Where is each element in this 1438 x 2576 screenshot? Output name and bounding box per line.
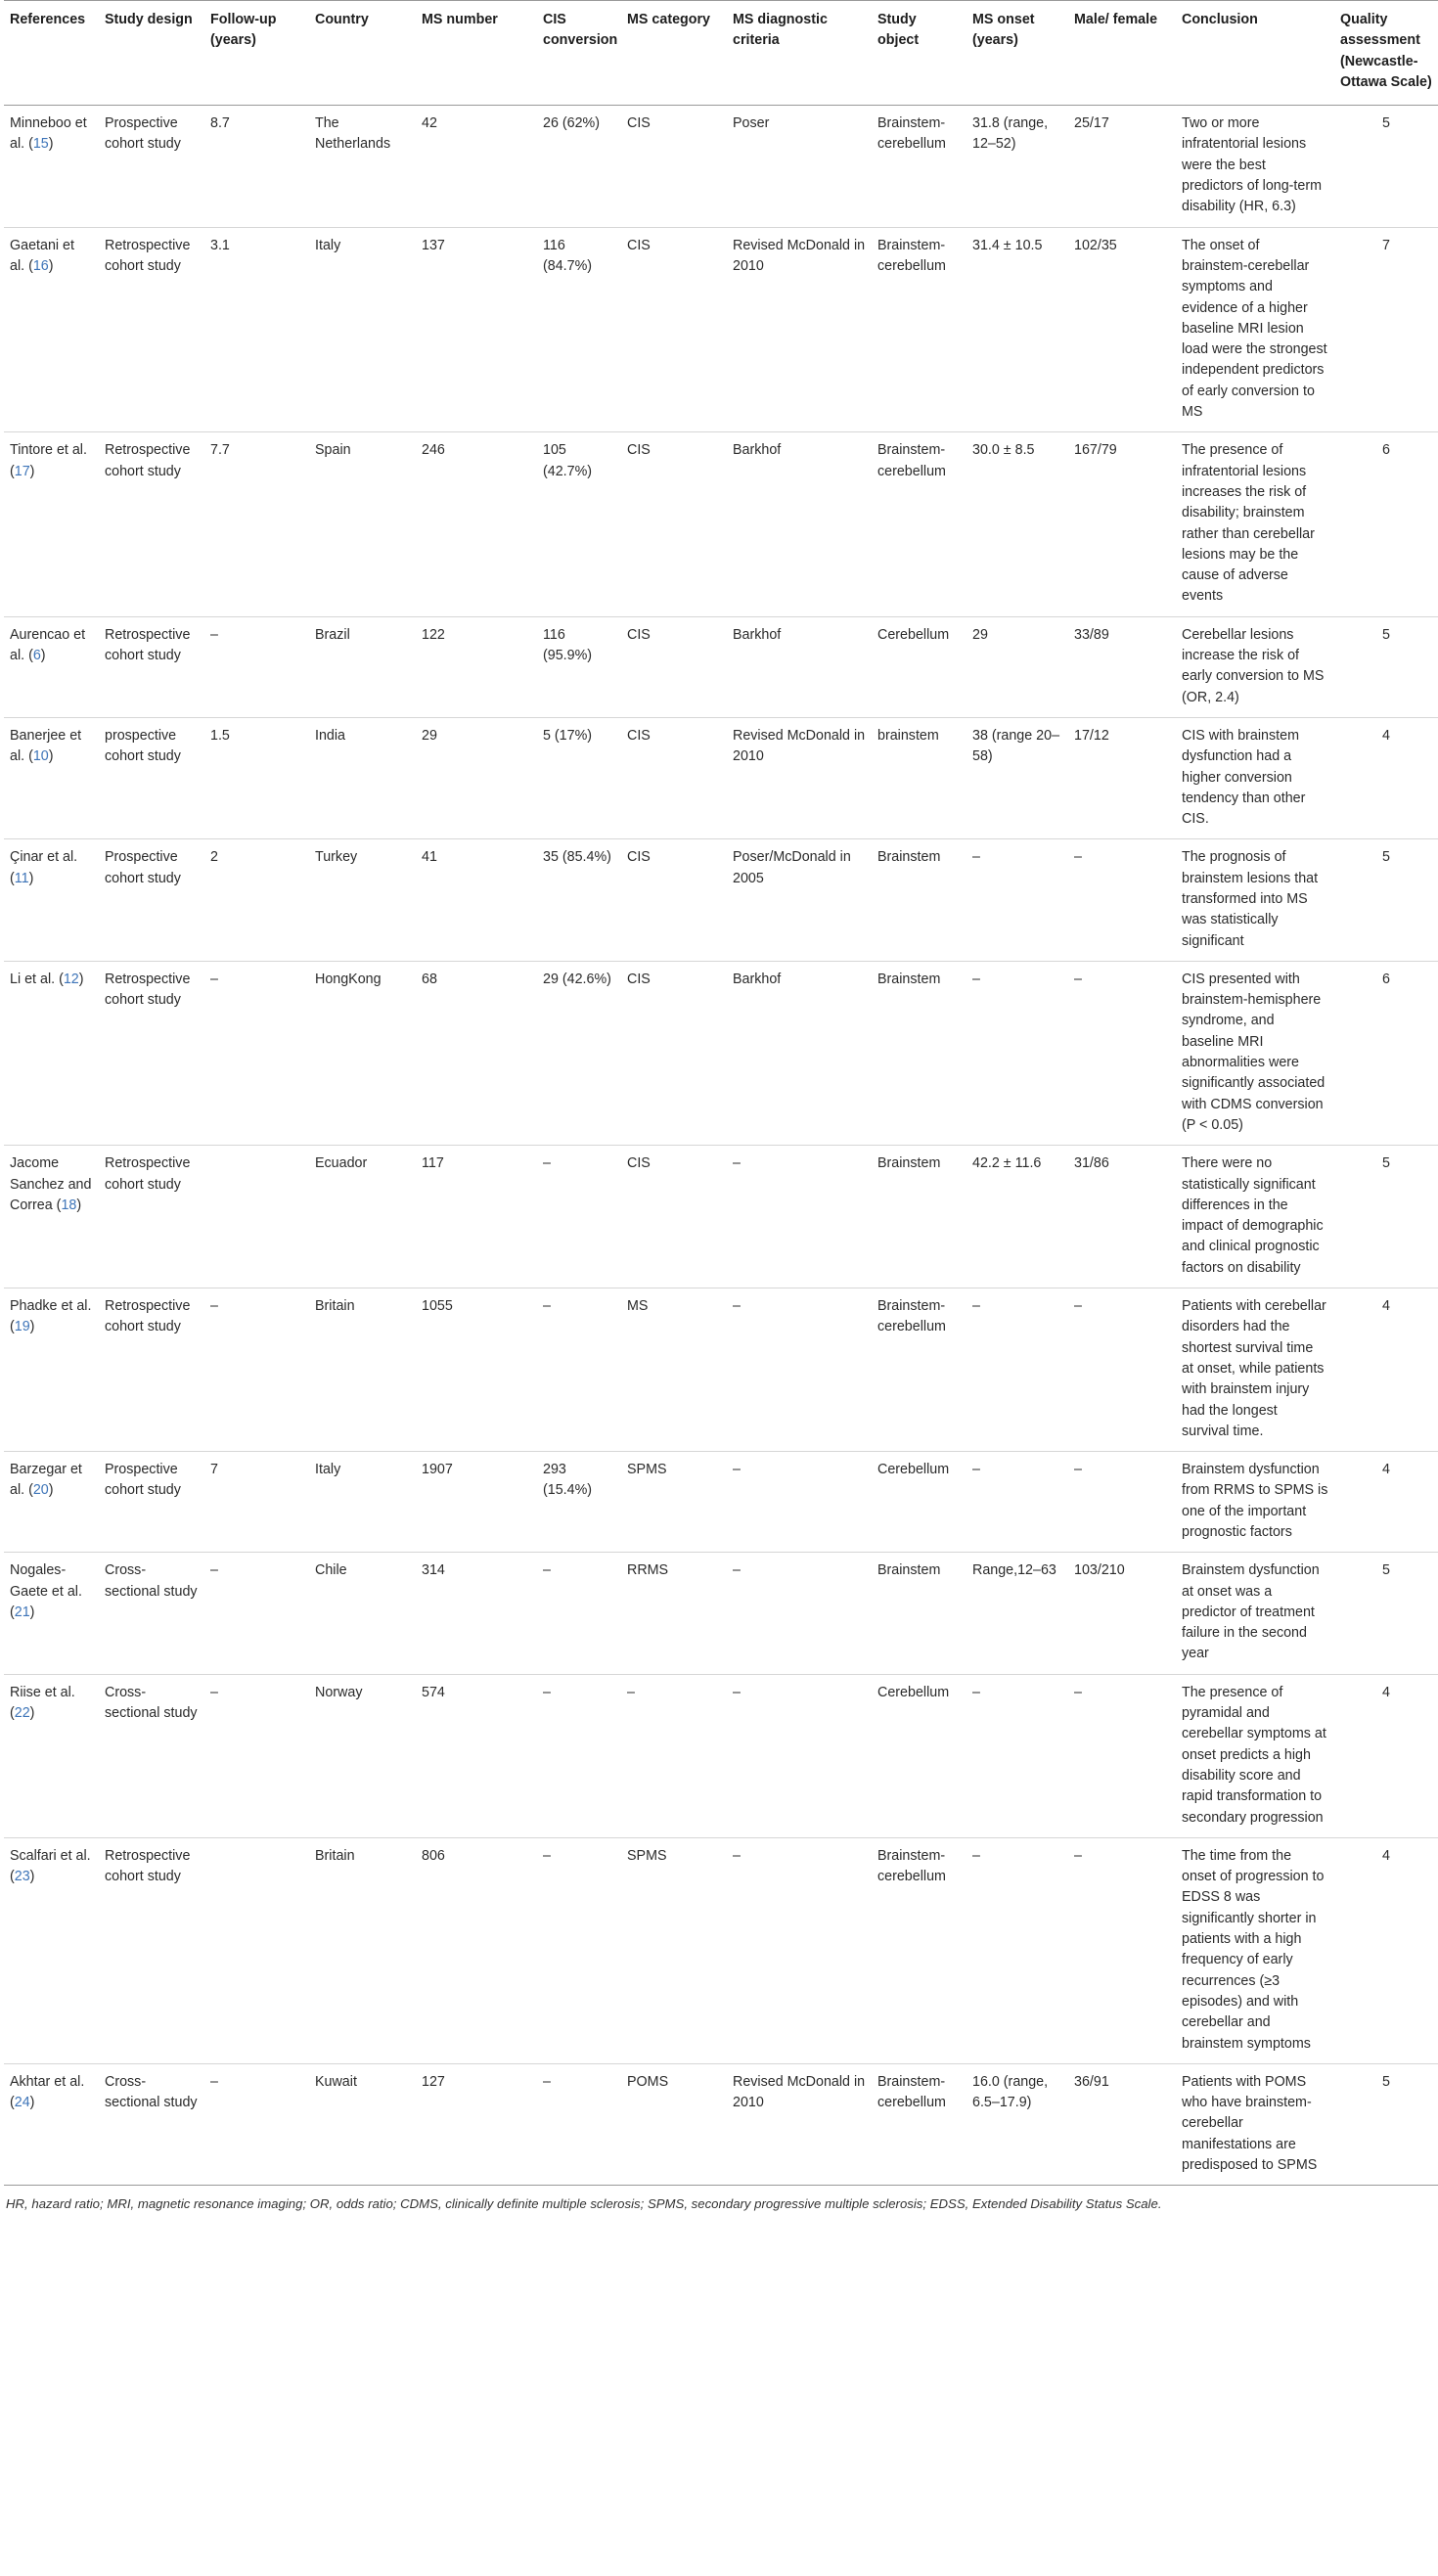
table-row — [4, 432, 1438, 616]
diagnostic-criteria-cell: – — [733, 1462, 741, 1478]
reference-author: Banerjee et al. ( — [10, 727, 82, 765]
study-design-cell: Prospective cohort study — [105, 115, 181, 153]
study-object-cell: Cerebellum — [877, 1462, 950, 1478]
ms-category-cell: CIS — [627, 1155, 651, 1172]
country-cell: Italy — [315, 1462, 341, 1478]
reference-cell — [4, 106, 99, 227]
reference-author: Minneboo et al. ( — [10, 115, 87, 153]
ms-category-cell: MS — [627, 1298, 649, 1315]
diagnostic-criteria-cell: – — [733, 1155, 741, 1172]
ms-onset-cell: – — [972, 1684, 980, 1700]
cis-conversion-cell: 105 (42.7%) — [543, 442, 593, 479]
study-design-cell: Cross-sectional study — [105, 2073, 198, 2111]
reference-cell — [4, 1288, 99, 1452]
study-design-cell: Retrospective cohort study — [105, 971, 191, 1009]
ms-number-cell: 574 — [422, 1684, 445, 1700]
ms-onset-cell: – — [972, 849, 980, 866]
column-header: References — [10, 12, 86, 27]
ms-number-cell: 137 — [422, 237, 445, 253]
reference-number-link[interactable]: 12 — [63, 971, 79, 987]
country-cell: Britain — [315, 1298, 355, 1315]
country-cell: Brazil — [315, 626, 350, 643]
ms-category-cell: CIS — [627, 727, 651, 744]
quality-assessment-cell: 5 — [1382, 115, 1390, 132]
cis-conversion-cell: 116 (84.7%) — [543, 237, 593, 274]
country-cell: Norway — [315, 1684, 363, 1700]
ms-number-cell: 68 — [422, 971, 437, 987]
follow-up-cell: 7 — [210, 1462, 218, 1478]
male-female-cell: 17/12 — [1074, 727, 1109, 744]
country-cell: Chile — [315, 1562, 347, 1579]
study-design-cell: Retrospective cohort study — [105, 1298, 191, 1335]
column-header: MS onset (years) — [972, 12, 1035, 49]
reference-author: Aurencao et al. ( — [10, 626, 86, 664]
follow-up-cell — [204, 1837, 309, 2063]
ms-onset-cell: 29 — [972, 626, 988, 643]
reference-author: Gaetani et al. ( — [10, 237, 74, 274]
study-object-cell: Brainstem — [877, 849, 941, 866]
table-row — [4, 616, 1438, 717]
conclusion-cell: The presence of pyramidal and cerebellar symptoms at onset predicts a high disability score and rapid transformation to secondary progression — [1182, 1684, 1326, 1826]
study-table — [4, 0, 1438, 2186]
cis-conversion-cell: – — [543, 1562, 551, 1579]
reference-close-paren: ) — [48, 136, 54, 153]
column-header: Male/ female — [1074, 12, 1158, 27]
reference-number-link[interactable]: 16 — [32, 257, 49, 274]
table-row — [4, 106, 1438, 227]
male-female-cell: – — [1074, 1298, 1082, 1315]
reference-author: Scalfari et al. ( — [10, 1847, 91, 1885]
follow-up-cell: 3.1 — [210, 237, 230, 253]
reference-number-link[interactable]: 19 — [14, 1319, 30, 1335]
reference-close-paren: ) — [29, 2095, 35, 2111]
table-row — [4, 961, 1438, 1145]
diagnostic-criteria-cell: Barkhof — [733, 626, 782, 643]
reference-number-link[interactable]: 15 — [32, 136, 49, 153]
follow-up-cell: – — [210, 1562, 218, 1579]
reference-cell — [4, 1452, 99, 1553]
reference-number-link[interactable]: 18 — [61, 1197, 77, 1213]
male-female-cell: – — [1074, 849, 1082, 866]
ms-number-cell: 1055 — [422, 1298, 453, 1315]
country-cell: Turkey — [315, 849, 358, 866]
reference-close-paren: ) — [29, 1869, 35, 1885]
table-row — [4, 2063, 1438, 2185]
column-header: MS diagnostic criteria — [733, 12, 828, 49]
reference-cell — [4, 961, 99, 1145]
study-object-cell: Brainstem-cerebellum — [877, 115, 946, 153]
diagnostic-criteria-cell: – — [733, 1847, 741, 1864]
reference-cell — [4, 2063, 99, 2185]
follow-up-cell: – — [210, 626, 218, 643]
follow-up-cell: 8.7 — [210, 115, 230, 132]
reference-cell — [4, 1837, 99, 2063]
study-object-cell: brainstem — [877, 727, 939, 744]
table-row — [4, 1837, 1438, 2063]
ms-category-cell: CIS — [627, 115, 651, 132]
reference-close-paren: ) — [48, 1482, 54, 1499]
reference-author: Akhtar et al. ( — [10, 2073, 85, 2111]
reference-cell — [4, 432, 99, 616]
conclusion-cell: The prognosis of brainstem lesions that transformed into MS was statistically significant — [1182, 849, 1319, 949]
reference-cell — [4, 1146, 99, 1288]
ms-category-cell: SPMS — [627, 1847, 667, 1864]
quality-assessment-cell: 4 — [1382, 727, 1390, 744]
ms-onset-cell: 30.0 ± 8.5 — [972, 442, 1035, 459]
table-row — [4, 1553, 1438, 1674]
column-header: MS number — [422, 12, 498, 27]
cis-conversion-cell: 29 (42.6%) — [543, 971, 611, 987]
male-female-cell: – — [1074, 971, 1082, 987]
quality-assessment-cell: 5 — [1382, 626, 1390, 643]
cis-conversion-cell: 26 (62%) — [543, 115, 601, 132]
conclusion-cell: Brainstem dysfunction at onset was a predictor of treatment failure in the second year — [1182, 1562, 1320, 1662]
ms-onset-cell: 31.8 (range, 12–52) — [972, 115, 1049, 153]
study-design-cell: Retrospective cohort study — [105, 1155, 191, 1193]
table-row — [4, 1674, 1438, 1837]
cis-conversion-cell: 293 (15.4%) — [543, 1462, 593, 1499]
study-object-cell: Cerebellum — [877, 626, 950, 643]
male-female-cell: – — [1074, 1847, 1082, 1864]
study-object-cell: Brainstem-cerebellum — [877, 442, 946, 479]
reference-cell — [4, 1674, 99, 1837]
reference-close-paren: ) — [29, 1705, 35, 1722]
reference-number-link[interactable]: 21 — [14, 1604, 30, 1620]
male-female-cell: 25/17 — [1074, 115, 1109, 132]
quality-assessment-cell: 5 — [1382, 1562, 1390, 1579]
conclusion-cell: CIS presented with brainstem-hemisphere syndrome, and baseline MRI abnormalities were significantly associated with CDMS conversion (P < 0.05) — [1182, 971, 1326, 1133]
column-header: CIS conversion — [543, 12, 618, 49]
conclusion-cell: Cerebellar lesions increase the risk of early conversion to MS (OR, 2.4) — [1182, 626, 1325, 705]
ms-number-cell: 806 — [422, 1847, 445, 1864]
cis-conversion-cell: – — [543, 1847, 551, 1864]
table-body — [4, 106, 1438, 2186]
reference-author: Jacome Sanchez and Correa ( — [10, 1155, 92, 1213]
male-female-cell: – — [1074, 1684, 1082, 1700]
ms-category-cell: CIS — [627, 971, 651, 987]
follow-up-cell: 2 — [210, 849, 218, 866]
reference-close-paren: ) — [48, 257, 54, 274]
cis-conversion-cell: 116 (95.9%) — [543, 626, 593, 664]
reference-close-paren: ) — [48, 748, 54, 765]
follow-up-cell: 1.5 — [210, 727, 230, 744]
ms-number-cell: 246 — [422, 442, 445, 459]
reference-author: Li et al. ( — [10, 971, 64, 987]
study-object-cell: Brainstem — [877, 971, 941, 987]
study-design-cell: Retrospective cohort study — [105, 1847, 191, 1885]
table-row — [4, 227, 1438, 432]
reference-close-paren: ) — [29, 1604, 35, 1620]
male-female-cell: 31/86 — [1074, 1155, 1109, 1172]
conclusion-cell: There were no statistically significant differences in the impact of demographic and clinical prognostic factors on disability — [1182, 1155, 1324, 1276]
country-cell: Kuwait — [315, 2073, 357, 2090]
table-row — [4, 839, 1438, 961]
diagnostic-criteria-cell: Barkhof — [733, 442, 782, 459]
ms-onset-cell: 16.0 (range, 6.5–17.9) — [972, 2073, 1049, 2111]
ms-onset-cell: 42.2 ± 11.6 — [972, 1155, 1042, 1172]
study-object-cell: Brainstem-cerebellum — [877, 2073, 946, 2111]
follow-up-cell: – — [210, 2073, 218, 2090]
column-header: Country — [315, 12, 369, 27]
male-female-cell: 102/35 — [1074, 237, 1117, 253]
ms-category-cell: – — [627, 1684, 635, 1700]
reference-number-link[interactable]: 10 — [32, 748, 49, 765]
reference-cell — [4, 1553, 99, 1674]
reference-close-paren: ) — [40, 648, 46, 664]
reference-author: Çinar et al. ( — [10, 849, 78, 886]
reference-number-link[interactable]: 6 — [32, 648, 41, 664]
study-object-cell: Cerebellum — [877, 1684, 950, 1700]
study-design-cell: Prospective cohort study — [105, 849, 181, 886]
reference-cell — [4, 839, 99, 961]
cis-conversion-cell: 5 (17%) — [543, 727, 593, 744]
quality-assessment-cell: 4 — [1382, 1298, 1390, 1315]
diagnostic-criteria-cell: Revised McDonald in 2010 — [733, 237, 866, 274]
study-object-cell: Brainstem-cerebellum — [877, 1298, 946, 1335]
diagnostic-criteria-cell: – — [733, 1562, 741, 1579]
ms-number-cell: 29 — [422, 727, 437, 744]
quality-assessment-cell: 6 — [1382, 442, 1390, 459]
ms-category-cell: CIS — [627, 237, 651, 253]
quality-assessment-cell: 5 — [1382, 849, 1390, 866]
study-object-cell: Brainstem-cerebellum — [877, 237, 946, 274]
ms-number-cell: 1907 — [422, 1462, 453, 1478]
country-cell: Italy — [315, 237, 341, 253]
follow-up-cell: 7.7 — [210, 442, 230, 459]
ms-category-cell: CIS — [627, 442, 651, 459]
ms-onset-cell: 38 (range 20–58) — [972, 727, 1060, 765]
ms-number-cell: 314 — [422, 1562, 445, 1579]
reference-author: Riise et al. ( — [10, 1684, 75, 1722]
cis-conversion-cell: – — [543, 1155, 551, 1172]
column-header: MS category — [627, 12, 711, 27]
diagnostic-criteria-cell: Revised McDonald in 2010 — [733, 727, 866, 765]
column-header: Study design — [105, 12, 193, 27]
country-cell: India — [315, 727, 346, 744]
country-cell: The Netherlands — [315, 115, 391, 153]
ms-onset-cell: Range,12–63 — [972, 1562, 1056, 1579]
study-design-cell: Prospective cohort study — [105, 1462, 181, 1499]
quality-assessment-cell: 6 — [1382, 971, 1390, 987]
ms-onset-cell: – — [972, 971, 980, 987]
diagnostic-criteria-cell: Poser/McDonald in 2005 — [733, 849, 851, 886]
diagnostic-criteria-cell: Barkhof — [733, 971, 782, 987]
reference-number-link[interactable]: 22 — [14, 1705, 30, 1722]
reference-cell — [4, 616, 99, 717]
ms-category-cell: CIS — [627, 626, 651, 643]
reference-number-link[interactable]: 23 — [14, 1869, 30, 1885]
table-footnote: HR, hazard ratio; MRI, magnetic resonance imaging; OR, odds ratio; CDMS, clinically definite multiple sclerosis; SPMS, secondary progressive multiple sclerosis; EDSS, Extended Disability Status Scale. — [6, 2196, 1162, 2212]
reference-close-paren: ) — [78, 971, 84, 987]
reference-number-link[interactable]: 20 — [32, 1482, 49, 1499]
study-object-cell: Brainstem — [877, 1562, 941, 1579]
follow-up-cell: – — [210, 1298, 218, 1315]
country-cell: Britain — [315, 1847, 355, 1864]
study-design-cell: Retrospective cohort study — [105, 237, 191, 274]
follow-up-cell: – — [210, 1684, 218, 1700]
diagnostic-criteria-cell: – — [733, 1684, 741, 1700]
diagnostic-criteria-cell: Revised McDonald in 2010 — [733, 2073, 866, 2111]
study-design-cell: Cross-sectional study — [105, 1562, 198, 1600]
ms-category-cell: CIS — [627, 849, 651, 866]
table-row — [4, 717, 1438, 838]
conclusion-cell: The presence of infratentorial lesions increases the risk of disability; brainstem rather than cerebellar lesions may be the cause of adverse events — [1182, 442, 1315, 605]
header-row — [4, 1, 1438, 106]
ms-number-cell: 42 — [422, 115, 437, 132]
study-design-cell: Cross-sectional study — [105, 1684, 198, 1722]
ms-number-cell: 117 — [422, 1155, 444, 1172]
conclusion-cell: Patients with cerebellar disorders had the shortest survival time at onset, while patients with brainstem injury had the longest survival time. — [1182, 1298, 1326, 1439]
column-header: Conclusion — [1182, 12, 1258, 27]
diagnostic-criteria-cell: Poser — [733, 115, 770, 132]
reference-number-link[interactable]: 17 — [14, 463, 30, 479]
reference-author: Nogales-Gaete et al. ( — [10, 1562, 82, 1620]
male-female-cell: – — [1074, 1462, 1082, 1478]
quality-assessment-cell: 4 — [1382, 1462, 1390, 1478]
ms-onset-cell: 31.4 ± 10.5 — [972, 237, 1043, 253]
ms-number-cell: 41 — [422, 849, 437, 866]
diagnostic-criteria-cell: – — [733, 1298, 741, 1315]
study-design-cell: Retrospective cohort study — [105, 442, 191, 479]
conclusion-cell: The time from the onset of progression to EDSS 8 was significantly shorter in patients with a high frequency of early recurrences (≥3 episodes) and with cerebellar and brainstem symptoms — [1182, 1847, 1325, 2052]
study-object-cell: Brainstem-cerebellum — [877, 1847, 946, 1885]
quality-assessment-cell: 7 — [1382, 237, 1390, 253]
male-female-cell: 103/210 — [1074, 1562, 1125, 1579]
country-cell: Ecuador — [315, 1155, 368, 1172]
quality-assessment-cell: 5 — [1382, 2073, 1390, 2090]
conclusion-cell: Brainstem dysfunction from RRMS to SPMS is one of the important prognostic factors — [1182, 1462, 1328, 1540]
ms-category-cell: SPMS — [627, 1462, 667, 1478]
reference-author: Phadke et al. ( — [10, 1298, 92, 1335]
reference-author: Barzegar et al. ( — [10, 1462, 82, 1499]
follow-up-cell — [204, 1146, 309, 1288]
ms-category-cell: RRMS — [627, 1562, 669, 1579]
cis-conversion-cell: – — [543, 1298, 551, 1315]
cis-conversion-cell: – — [543, 2073, 551, 2090]
ms-category-cell: POMS — [627, 2073, 669, 2090]
conclusion-cell: The onset of brainstem-cerebellar symptoms and evidence of a higher baseline MRI lesion load were the strongest independent predictors of early conversion to MS — [1182, 237, 1327, 421]
quality-assessment-cell: 4 — [1382, 1847, 1390, 1864]
table-row — [4, 1452, 1438, 1553]
country-cell: HongKong — [315, 971, 382, 987]
column-header: Follow-up (years) — [210, 12, 277, 49]
table-row — [4, 1146, 1438, 1288]
reference-number-link[interactable]: 11 — [14, 870, 29, 886]
country-cell: Spain — [315, 442, 351, 459]
ms-onset-cell: – — [972, 1847, 980, 1864]
quality-assessment-cell: 4 — [1382, 1684, 1390, 1700]
cis-conversion-cell: 35 (85.4%) — [543, 849, 611, 866]
reference-close-paren: ) — [76, 1197, 82, 1213]
study-design-cell: prospective cohort study — [105, 727, 181, 765]
reference-cell — [4, 227, 99, 432]
ms-number-cell: 127 — [422, 2073, 445, 2090]
male-female-cell: 36/91 — [1074, 2073, 1109, 2090]
reference-close-paren: ) — [29, 463, 35, 479]
conclusion-cell: Patients with POMS who have brainstem-cerebellar manifestations are predisposed to SPMS — [1182, 2073, 1318, 2174]
conclusion-cell: CIS with brainstem dysfunction had a higher conversion tendency than other CIS. — [1182, 727, 1306, 828]
reference-number-link[interactable]: 24 — [14, 2095, 30, 2111]
quality-assessment-cell: 5 — [1382, 1155, 1390, 1172]
ms-onset-cell: – — [972, 1462, 980, 1478]
cis-conversion-cell: – — [543, 1684, 551, 1700]
reference-close-paren: ) — [29, 1319, 35, 1335]
ms-number-cell: 122 — [422, 626, 445, 643]
reference-author: Tintore et al. ( — [10, 442, 87, 479]
study-object-cell: Brainstem — [877, 1155, 941, 1172]
ms-onset-cell: – — [972, 1298, 980, 1315]
column-header: Quality assessment (Newcastle-Ottawa Scale) — [1340, 12, 1432, 90]
study-design-cell: Retrospective cohort study — [105, 626, 191, 664]
conclusion-cell: Two or more infratentorial lesions were the best predictors of long-term disability (HR, 6.3) — [1182, 115, 1323, 215]
male-female-cell: 33/89 — [1074, 626, 1109, 643]
reference-close-paren: ) — [28, 870, 34, 886]
column-header: Study object — [877, 12, 920, 49]
reference-cell — [4, 717, 99, 838]
table-row — [4, 1288, 1438, 1452]
follow-up-cell: – — [210, 971, 218, 987]
male-female-cell: 167/79 — [1074, 442, 1117, 459]
